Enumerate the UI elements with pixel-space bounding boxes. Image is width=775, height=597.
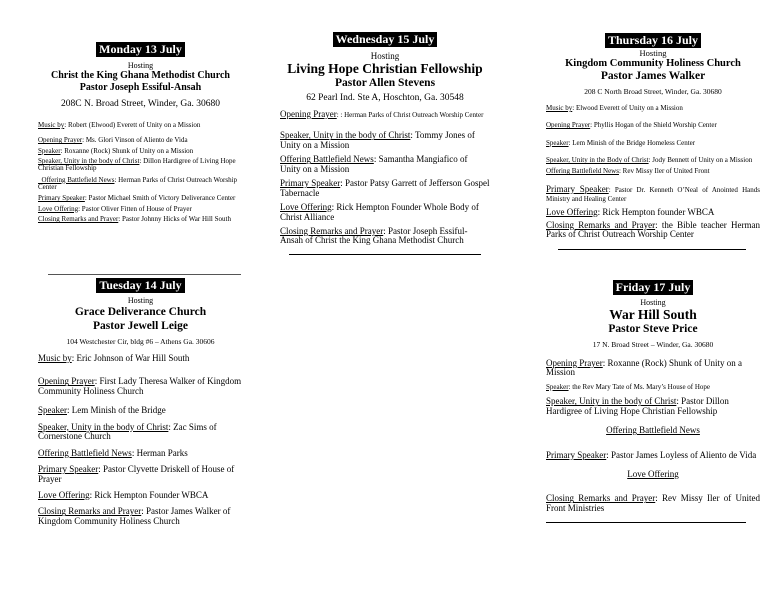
- program-role: Offering Battlefield News: [606, 425, 700, 436]
- program-item: [38, 423, 243, 442]
- program-item: [38, 195, 243, 202]
- host-address: 104 Westchester Cir, bldg #6 – Athens Ga. 30606: [66, 337, 215, 346]
- section-divider: [546, 522, 746, 523]
- hosting-label: Hosting: [370, 51, 400, 61]
- program-role: Opening Prayer: [38, 376, 95, 387]
- program-detail: : First Lady Theresa Walker of Kingdom Community Holiness Church: [38, 376, 242, 396]
- program-role: Closing Remarks and Prayer: [38, 215, 119, 224]
- program-role: Closing Remarks and Prayer: [546, 220, 656, 231]
- host-address: 208 C North Broad Street, Winder, Ga. 30680: [584, 87, 722, 96]
- program-role: Opening Prayer: [38, 136, 83, 145]
- hosting-label: Hosting: [640, 298, 666, 307]
- program-detail: : Samantha Mangiafico of Unity on a Mission: [280, 154, 468, 174]
- day-heading: Monday 13 July: [96, 42, 185, 57]
- host-church: Grace Deliverance Church: [74, 306, 207, 318]
- wednesday-section: [280, 32, 490, 255]
- program-item: [280, 227, 490, 246]
- program-item: [546, 168, 760, 175]
- host-address: 62 Pearl Ind. Ste A, Hoschton, Ga. 30548: [306, 93, 464, 103]
- program-item: [38, 137, 243, 144]
- program-item: [546, 140, 760, 147]
- program-item: [38, 406, 243, 415]
- program-role: Speaker, Unity in the body of Christ: [280, 130, 411, 141]
- program-item: [38, 377, 243, 396]
- program-detail: : Pastor Michael Smith of Victory Deliverance Center: [84, 194, 236, 203]
- program-role: Love Offering: [280, 202, 332, 213]
- program-item: [38, 354, 243, 363]
- program-detail: : Elwood Everett of Unity on a Mission: [572, 104, 683, 112]
- program-role: Speaker, Unity in the body of Christ: [38, 421, 169, 432]
- program-detail: : Robert (Elwood) Everett of Unity on a Mission: [64, 121, 201, 129]
- program-role: Primary Speaker: [546, 449, 607, 460]
- program-detail: : Pastor Oliver Fitten of House of Prayer: [78, 204, 192, 213]
- program-detail: : Lem Minish of the Bridge Homeless Center: [568, 138, 696, 147]
- program-detail: : Rick Hempton Founder Whole Body of Christ Alliance: [280, 202, 479, 222]
- program-role: Closing Remarks and Prayer: [38, 506, 142, 517]
- program-detail: : Tommy Jones of Unity on a Mission: [280, 130, 475, 150]
- section-divider: [48, 274, 241, 275]
- hosting-label: Hosting: [127, 296, 154, 305]
- program-detail: : Rev Missy Iler of United Front Ministries: [546, 493, 760, 513]
- program-detail: : Roxanne (Rock) Shunk of Unity on a Mission: [546, 358, 742, 378]
- program-role: Primary Speaker: [38, 194, 85, 203]
- program-detail: : Herman Parks of Christ Outreach Worship Center: [38, 175, 239, 192]
- host-church: War Hill South: [609, 307, 697, 322]
- program-detail: : Pastor James Walker of Kingdom Community Holiness Church: [38, 506, 231, 526]
- program-item: [38, 491, 243, 500]
- program-detail: : Lem Minish of the Bridge: [67, 405, 166, 416]
- program-detail: : the Bible teacher Herman Parks of Christ Outreach Worship Center: [546, 220, 760, 240]
- program-item: [38, 206, 243, 213]
- program-detail: : Rick Hempton founder WBCA: [597, 206, 715, 217]
- program-detail: : Ms. Glori Vinson of Aliento de Vida: [82, 136, 188, 145]
- program-item: [280, 155, 490, 174]
- program-item: [546, 470, 760, 479]
- program-role: Speaker, Unity in the body of Christ: [38, 157, 140, 166]
- program-role: Speaker, Unity in the Body of Christ: [546, 156, 649, 165]
- host-pastor: Pastor Steve Price: [608, 323, 698, 335]
- section-divider: [289, 254, 481, 255]
- program-detail: : : Herman Parks of Christ Outreach Worship Center: [336, 111, 484, 119]
- program-item: [546, 208, 760, 217]
- program-item: [38, 216, 243, 223]
- program-detail: : Rev Missy Iler of United Front: [618, 167, 710, 176]
- program-item: [38, 507, 243, 526]
- program-detail: : Pastor Dr. Kenneth O’Neal of Anointed Hands Ministry and Healing Center: [546, 185, 760, 204]
- program-item: [546, 494, 760, 513]
- program-role: Love Offering: [627, 468, 679, 479]
- host-church: Living Hope Christian Fellowship: [287, 61, 483, 76]
- hosting-label: Hosting: [639, 48, 667, 58]
- program-role: Speaker, Unity in the body of Christ: [546, 396, 677, 407]
- day-heading: Wednesday 15 July: [333, 32, 438, 47]
- program-role: Love Offering: [38, 204, 79, 213]
- program-detail: : Pastor Patsy Garrett of Jefferson Gospel Tabernacle: [280, 178, 490, 198]
- program-item: [546, 384, 760, 391]
- program-detail: : Dillon Hardigree of Living Hope Christian Fellowship: [38, 157, 236, 173]
- host-church: Christ the King Ghana Methodist Church: [50, 70, 230, 81]
- program-role: Offering Battlefield News: [546, 167, 619, 176]
- program-item: [38, 177, 243, 192]
- program-detail: : Phyllis Hogan of the Shield Worship Center: [590, 121, 717, 130]
- program-item: [546, 451, 760, 460]
- section-divider: [558, 249, 746, 250]
- program-role: Love Offering: [38, 489, 90, 500]
- program-role: Opening Prayer: [280, 109, 337, 119]
- program-detail: : Roxanne (Rock) Shunk of Unity on a Mission: [60, 146, 194, 155]
- program-detail: : the Rev Mary Tate of Ms. Mary’s House of Hope: [568, 382, 711, 391]
- program-item: [546, 397, 760, 416]
- program-detail: : Pastor James Loyless of Aliento de Vida: [606, 449, 757, 460]
- day-heading: Friday 17 July: [613, 280, 694, 295]
- program-item: [38, 449, 243, 458]
- host-address: 17 N. Broad Street – Winder, Ga. 30680: [592, 340, 714, 349]
- program-role: Music by: [546, 104, 573, 112]
- program-role: Speaker: [38, 146, 61, 155]
- thursday-section: [546, 33, 760, 250]
- program-detail: : Eric Johnson of War Hill South: [71, 353, 190, 363]
- program-item: [38, 148, 243, 155]
- program-role: Offering Battlefield News: [38, 447, 132, 458]
- program-role: Closing Remarks and Prayer: [546, 493, 656, 504]
- program-role: Primary Speaker: [280, 178, 341, 189]
- program-item: [280, 203, 490, 222]
- program-item: [546, 359, 760, 378]
- program-item: [546, 122, 760, 129]
- program-item: [280, 131, 490, 150]
- program-item: [546, 426, 760, 435]
- host-church: Kingdom Community Holiness Church: [565, 58, 741, 69]
- program-item: [546, 185, 760, 204]
- program-detail: : Zac Sims of Cornerstone Church: [38, 421, 217, 442]
- friday-section: [546, 280, 760, 523]
- program-detail: : Jody Bennett of Unity on a Mission: [648, 156, 753, 165]
- host-pastor: Pastor Allen Stevens: [334, 77, 436, 89]
- program-item: [38, 158, 243, 173]
- monday-section: [38, 42, 243, 223]
- program-role: Opening Prayer: [546, 358, 603, 368]
- program-item: [546, 105, 760, 112]
- program-item: [280, 179, 490, 198]
- program-role: Speaker: [38, 405, 67, 416]
- program-detail: : Pastor Dillon Hardigree of Living Hope Christian Fellowship: [546, 396, 729, 416]
- host-pastor: Pastor Joseph Essiful-Ansah: [79, 82, 202, 93]
- hosting-label: Hosting: [127, 61, 154, 70]
- program-item: [546, 221, 760, 240]
- program-detail: : Rick Hempton Founder WBCA: [89, 489, 209, 500]
- tuesday-section: [38, 278, 243, 526]
- program-role: Closing Remarks and Prayer: [280, 225, 384, 236]
- program-item: [280, 110, 490, 119]
- program-detail: : Herman Parks: [131, 447, 188, 458]
- program-role: Music by: [38, 121, 65, 129]
- program-item: [38, 122, 243, 129]
- program-role: Love Offering: [546, 206, 598, 217]
- host-pastor: Pastor James Walker: [600, 70, 706, 82]
- day-heading: Thursday 16 July: [605, 33, 701, 48]
- program-role: Speaker: [546, 138, 569, 147]
- program-item: [546, 157, 760, 164]
- program-role: Speaker: [546, 382, 569, 391]
- program-detail: : Pastor Joseph Essiful-Ansah of Christ the King Ghana Methodist Church: [280, 225, 468, 246]
- day-heading: Tuesday 14 July: [96, 278, 184, 293]
- program-detail: : Pastor Johnny Hicks of War Hill South: [118, 215, 231, 224]
- program-role: Primary Speaker: [546, 183, 609, 194]
- program-role: Offering Battlefield News: [280, 154, 374, 165]
- program-role: Opening Prayer: [546, 121, 591, 130]
- host-pastor: Pastor Jewell Leige: [93, 320, 188, 332]
- host-address: 208C N. Broad Street, Winder, Ga. 30680: [61, 99, 220, 109]
- program-role: Primary Speaker: [38, 464, 99, 475]
- program-role: Music by: [38, 353, 72, 363]
- program-role: Offering Battlefield News: [38, 175, 115, 184]
- program-item: [38, 465, 243, 484]
- program-detail: : Pastor Clyvette Driskell of House of Prayer: [38, 464, 235, 484]
